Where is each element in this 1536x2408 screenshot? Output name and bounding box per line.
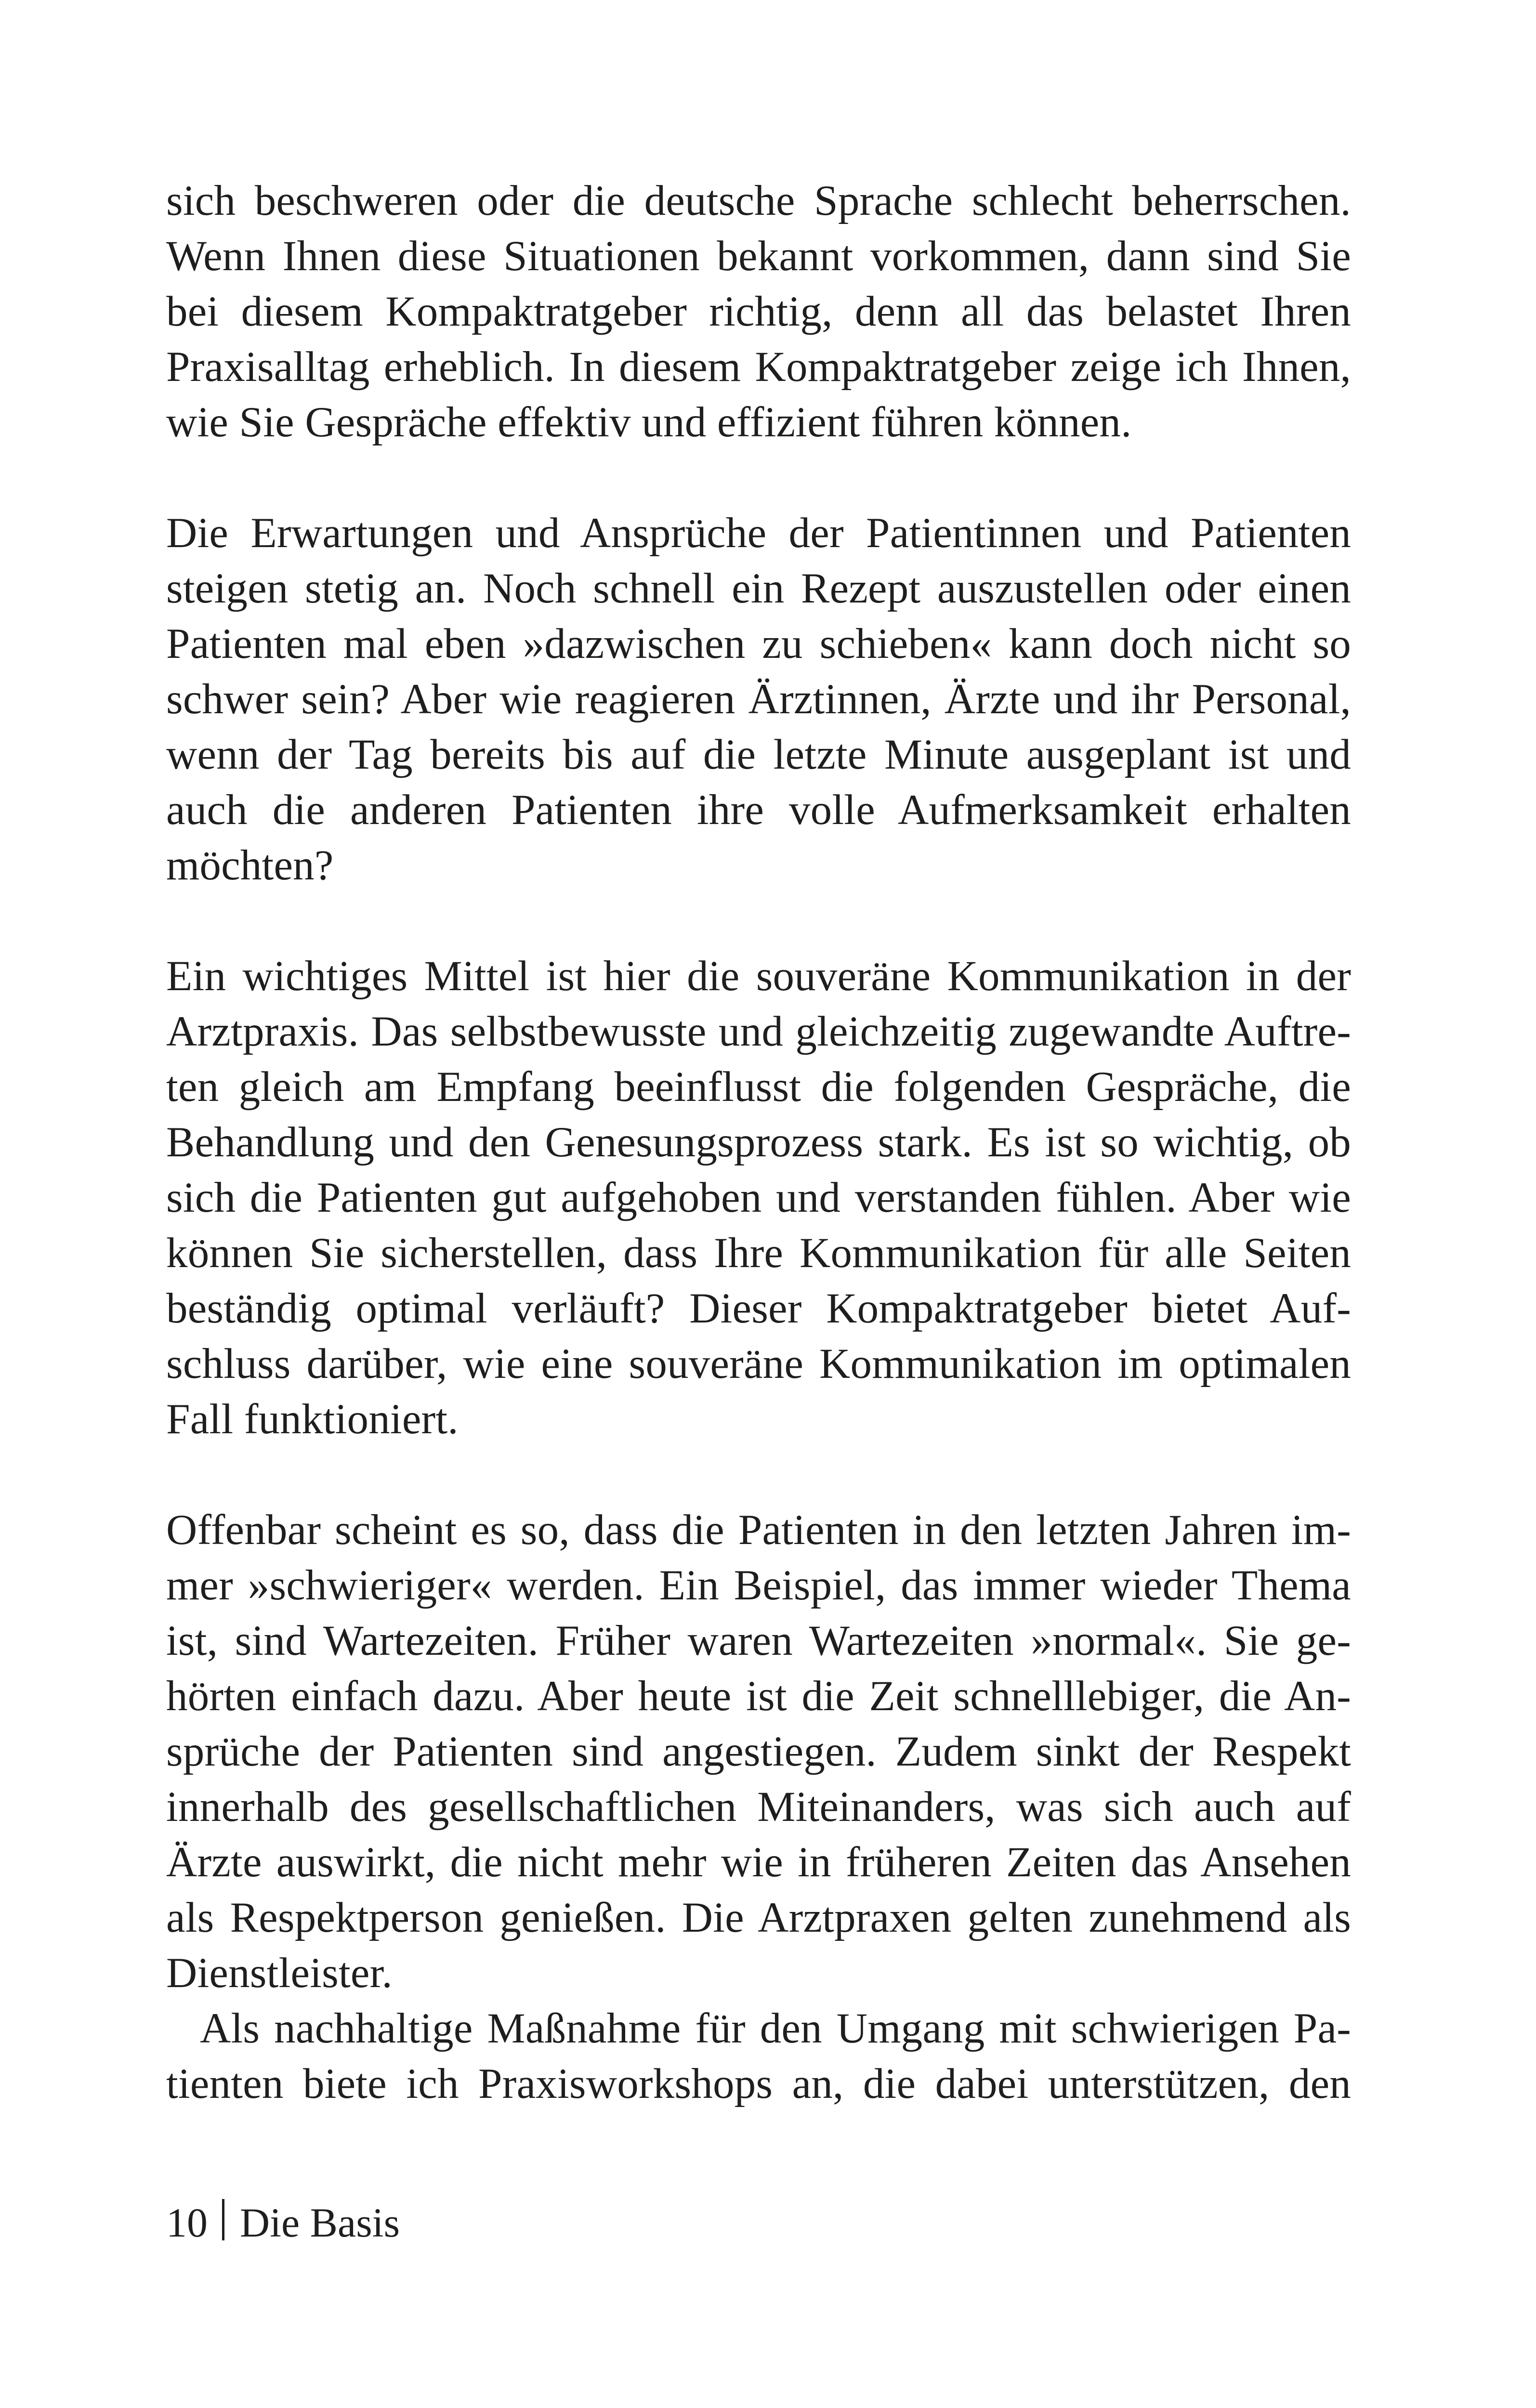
text-line: bei diesem Kompaktratgeber richtig, denn all das belastet Ihren: [166, 288, 1351, 335]
text-line: ist, sind Wartezeiten. Früher waren Wartezeiten »normal«. Sie ge-: [166, 1617, 1351, 1664]
text-line: möchten?: [166, 842, 334, 889]
text-line: Offenbar scheint es so, dass die Patienten in den letzten Jahren im-: [166, 1506, 1351, 1554]
text-line: tienten biete ich Praxisworkshops an, die dabei unterstützen, den: [166, 2060, 1351, 2107]
text-line: ten gleich am Empfang beeinflusst die folgenden Gespräche, die: [166, 1063, 1351, 1111]
text-line: sprüche der Patienten sind angestiegen. Zudem sinkt der Respekt: [166, 1728, 1351, 1775]
text-line: Ärzte auswirkt, die nicht mehr wie in früheren Zeiten das Ansehen: [166, 1839, 1351, 1886]
text-line: als Respektperson genießen. Die Arztpraxen gelten zunehmend als: [166, 1894, 1351, 1941]
text-line: Behandlung und den Genesungsprozess stark. Es ist so wichtig, ob: [166, 1119, 1351, 1166]
text-line: sich beschweren oder die deutsche Sprache schlecht beherrschen.: [166, 177, 1351, 224]
text-line: sich die Patienten gut aufgehoben und verstanden fühlen. Aber wie: [166, 1174, 1351, 1221]
page-footer: [166, 2199, 400, 2247]
paragraph-spacer: [166, 1447, 1351, 1503]
paragraph-spacer: [166, 893, 1351, 949]
body-text: [166, 173, 1351, 2112]
paragraph-3: [166, 949, 1351, 1447]
page-number: 10: [166, 2199, 208, 2246]
text-line: wenn der Tag bereits bis auf die letzte Minute ausgeplant ist und: [166, 731, 1351, 778]
text-line: auch die anderen Patienten ihre volle Aufmerksamkeit erhalten: [166, 786, 1351, 834]
text-line: hörten einfach dazu. Aber heute ist die Zeit schnelllebiger, die An-: [166, 1673, 1351, 1720]
paragraph-2: [166, 506, 1351, 893]
text-line: Dienstleister.: [166, 1950, 393, 1997]
text-line: mer »schwieriger« werden. Ein Beispiel, das immer wieder Thema: [166, 1562, 1351, 1609]
paragraph-5: [166, 2001, 1351, 2112]
text-line: Praxisalltag erheblich. In diesem Kompaktratgeber zeige ich Ihnen,: [166, 343, 1351, 391]
paragraph-1: [166, 173, 1351, 450]
text-line: Patienten mal eben »dazwischen zu schieben« kann doch nicht so: [166, 620, 1351, 667]
section-title: Die Basis: [240, 2199, 400, 2246]
text-line: Ein wichtiges Mittel ist hier die souveräne Kommunikation in der: [166, 953, 1351, 1000]
text-line: können Sie sicherstellen, dass Ihre Kommunikation für alle Seiten: [166, 1230, 1351, 1277]
text-line: wie Sie Gespräche effektiv und effizient führen können.: [166, 399, 1132, 446]
text-line: schwer sein? Aber wie reagieren Ärztinnen, Ärzte und ihr Personal,: [166, 676, 1351, 723]
text-line: innerhalb des gesellschaftlichen Miteinanders, was sich auch auf: [166, 1783, 1351, 1831]
text-line: steigen stetig an. Noch schnell ein Rezept auszustellen oder einen: [166, 565, 1351, 612]
text-line: Die Erwartungen und Ansprüche der Patientinnen und Patienten: [166, 510, 1351, 557]
text-line: beständig optimal verläuft? Dieser Kompaktratgeber bietet Auf-: [166, 1285, 1351, 1332]
paragraph-4: [166, 1503, 1351, 2001]
footer-divider: [222, 2199, 224, 2240]
text-line: Wenn Ihnen diese Situationen bekannt vorkommen, dann sind Sie: [166, 233, 1351, 280]
paragraph-spacer: [166, 450, 1351, 506]
text-line: Arztpraxis. Das selbstbewusste und gleichzeitig zugewandte Auftre-: [166, 1008, 1351, 1055]
text-line: Fall funktioniert.: [166, 1396, 459, 1443]
text-line: Als nachhaltige Maßnahme für den Umgang mit schwierigen Pa-: [200, 2005, 1351, 2052]
text-line: schluss darüber, wie eine souveräne Kommunikation im optimalen: [166, 1340, 1351, 1387]
